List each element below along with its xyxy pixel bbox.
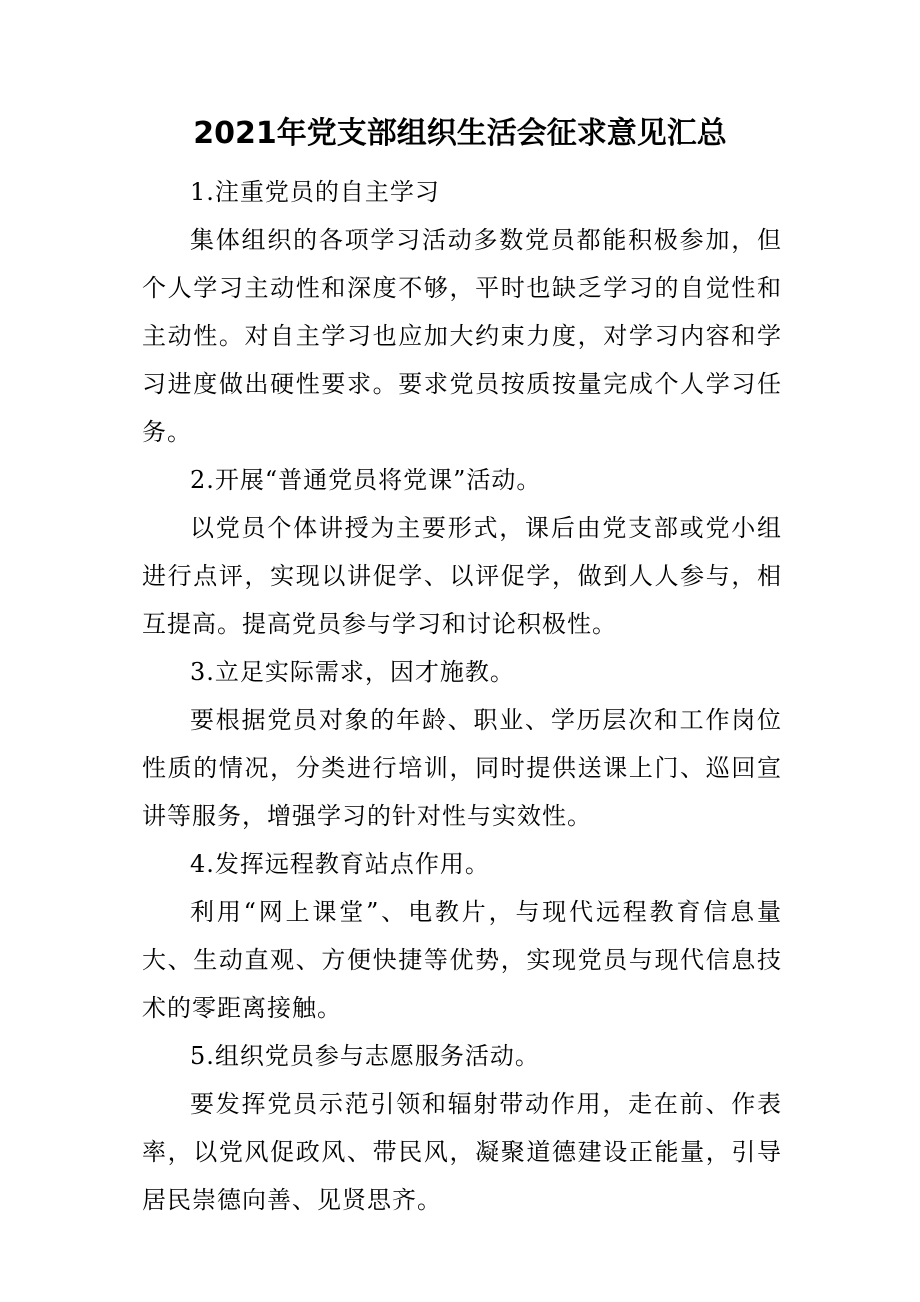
heading-3: 3.立足实际需求，因才施教。 <box>190 658 515 686</box>
paragraph-4: 利用“网上课堂”、电教片，与现代远程教育信息量大、生动直观、方便快捷等优势，实现党员与现代信息技术的零距离接触。 <box>142 898 782 1022</box>
paragraph-3: 要根据党员对象的年龄、职业、学历层次和工作岗位性质的情况，分类进行培训，同时提供送课上门、巡回宣讲等服务，增强学习的针对性与实效性。 <box>142 706 782 830</box>
document-body <box>142 168 782 1224</box>
paragraph-5: 要发挥党员示范引领和辐射带动作用，走在前、作表率，以党风促政风、带民风，凝聚道德建设正能量，引导居民崇德向善、见贤思齐。 <box>142 1090 782 1214</box>
heading-2: 2.开展“普通党员将党课”活动。 <box>190 466 542 494</box>
paragraph-2: 以党员个体讲授为主要形式，课后由党支部或党小组进行点评，实现以讲促学、以评促学，做到人人参与，相互提高。提高党员参与学习和讨论积极性。 <box>142 514 782 638</box>
heading-5: 5.组织党员参与志愿服务活动。 <box>190 1042 540 1070</box>
heading-4: 4.发挥远程教育站点作用。 <box>190 850 490 878</box>
paragraph-1: 集体组织的各项学习活动多数党员都能积极参加，但个人学习主动性和深度不够，平时也缺乏学习的自觉性和主动性。对自主学习也应加大约束力度，对学习内容和学习进度做出硬性要求。要求党员按质按量完成个人学习任务。 <box>142 226 782 446</box>
heading-1: 1.注重党员的自主学习 <box>190 178 440 206</box>
document-title: 2021年党支部组织生活会征求意见汇总 <box>193 116 727 151</box>
